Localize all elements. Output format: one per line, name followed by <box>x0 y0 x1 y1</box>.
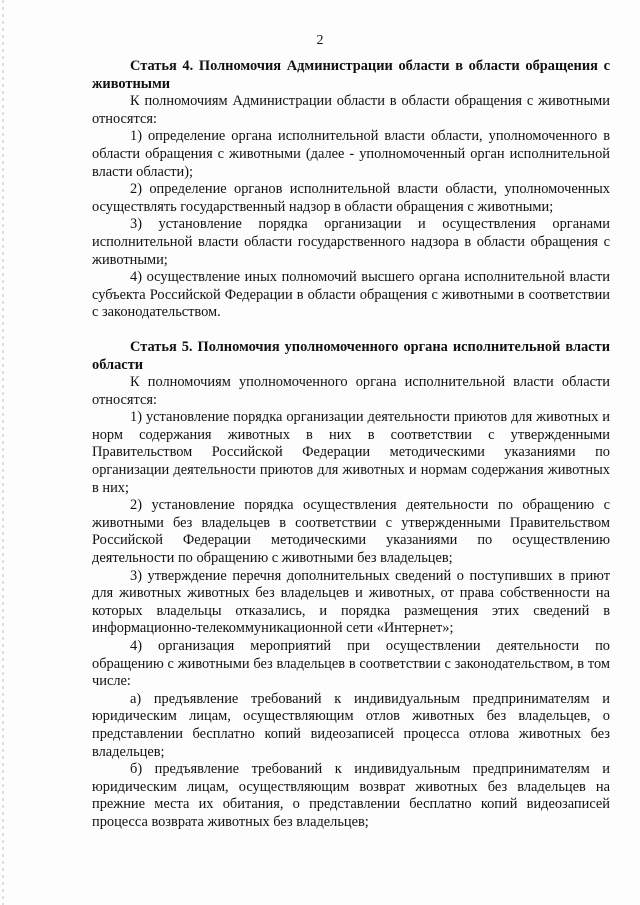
sub-list-item: б) предъявление требований к индивидуальным предпринимателям и юридическим лицам, осуществляющим возврат животных без владельцев на прежние места их обитания, о представлении бесплатно копий видеозаписей процесса возврата животных без владельцев; <box>92 761 610 830</box>
list-item: 1) установление порядка организации деятельности приютов для животных и норм содержания животных в них в соответствии с утвержденными Правительством Российской Федерации методическими указаниями по организации деятельности приютов для животных и нормам содержания животных в них; <box>92 409 610 496</box>
list-item: 3) установление порядка организации и осуществления органами исполнительной власти области государственного надзора в области обращения с животными; <box>92 216 610 268</box>
scan-edge-artifact <box>2 0 4 905</box>
article-4-heading: Статья 4. Полномочия Администрации области в области обращения с животными <box>92 58 610 92</box>
list-item: 2) установление порядка осуществления деятельности по обращению с животными без владельцев в соответствии с утвержденными Правительством Российской Федерации методическими указаниями по осуществлению деятельности по обращению с животными без владельцев; <box>92 497 610 567</box>
list-item: 4) организация мероприятий при осуществлении деятельности по обращению с животными без владельцев в соответствии с законодательством, в том числе: <box>92 638 610 690</box>
document-body <box>92 58 610 832</box>
list-item: 1) определение органа исполнительной власти области, уполномоченного в области обращения с животными (далее - уполномоченный орган исполнительной власти области); <box>92 128 610 180</box>
article-5-heading: Статья 5. Полномочия уполномоченного органа исполнительной власти области <box>92 338 610 373</box>
paragraph: К полномочиям уполномоченного органа исполнительной власти области относятся: <box>92 374 610 408</box>
paragraph: К полномочиям Администрации области в области обращения с животными относятся: <box>92 93 610 127</box>
page-number: 2 <box>316 33 324 48</box>
list-item: 3) утверждение перечня дополнительных сведений о поступивших в приют для животных животных без владельцев и животных, от права собственности на которых владельцы отказались, и порядка размещения этих сведений в информационно-телекоммуникационной сети «Интернет»; <box>92 567 610 637</box>
list-item: 2) определение органов исполнительной власти области, уполномоченных осуществлять государственный надзор в области обращения с животными; <box>92 181 610 215</box>
sub-list-item: а) предъявление требований к индивидуальным предпринимателям и юридическим лицам, осуществляющим отлов животных без владельцев, о представлении бесплатно копий видеозаписей процесса отлова животных без владельцев; <box>92 690 610 760</box>
list-item: 4) осуществление иных полномочий высшего органа исполнительной власти субъекта Российской Федерации в области обращения с животными в соответствии с законодательством. <box>92 269 610 321</box>
